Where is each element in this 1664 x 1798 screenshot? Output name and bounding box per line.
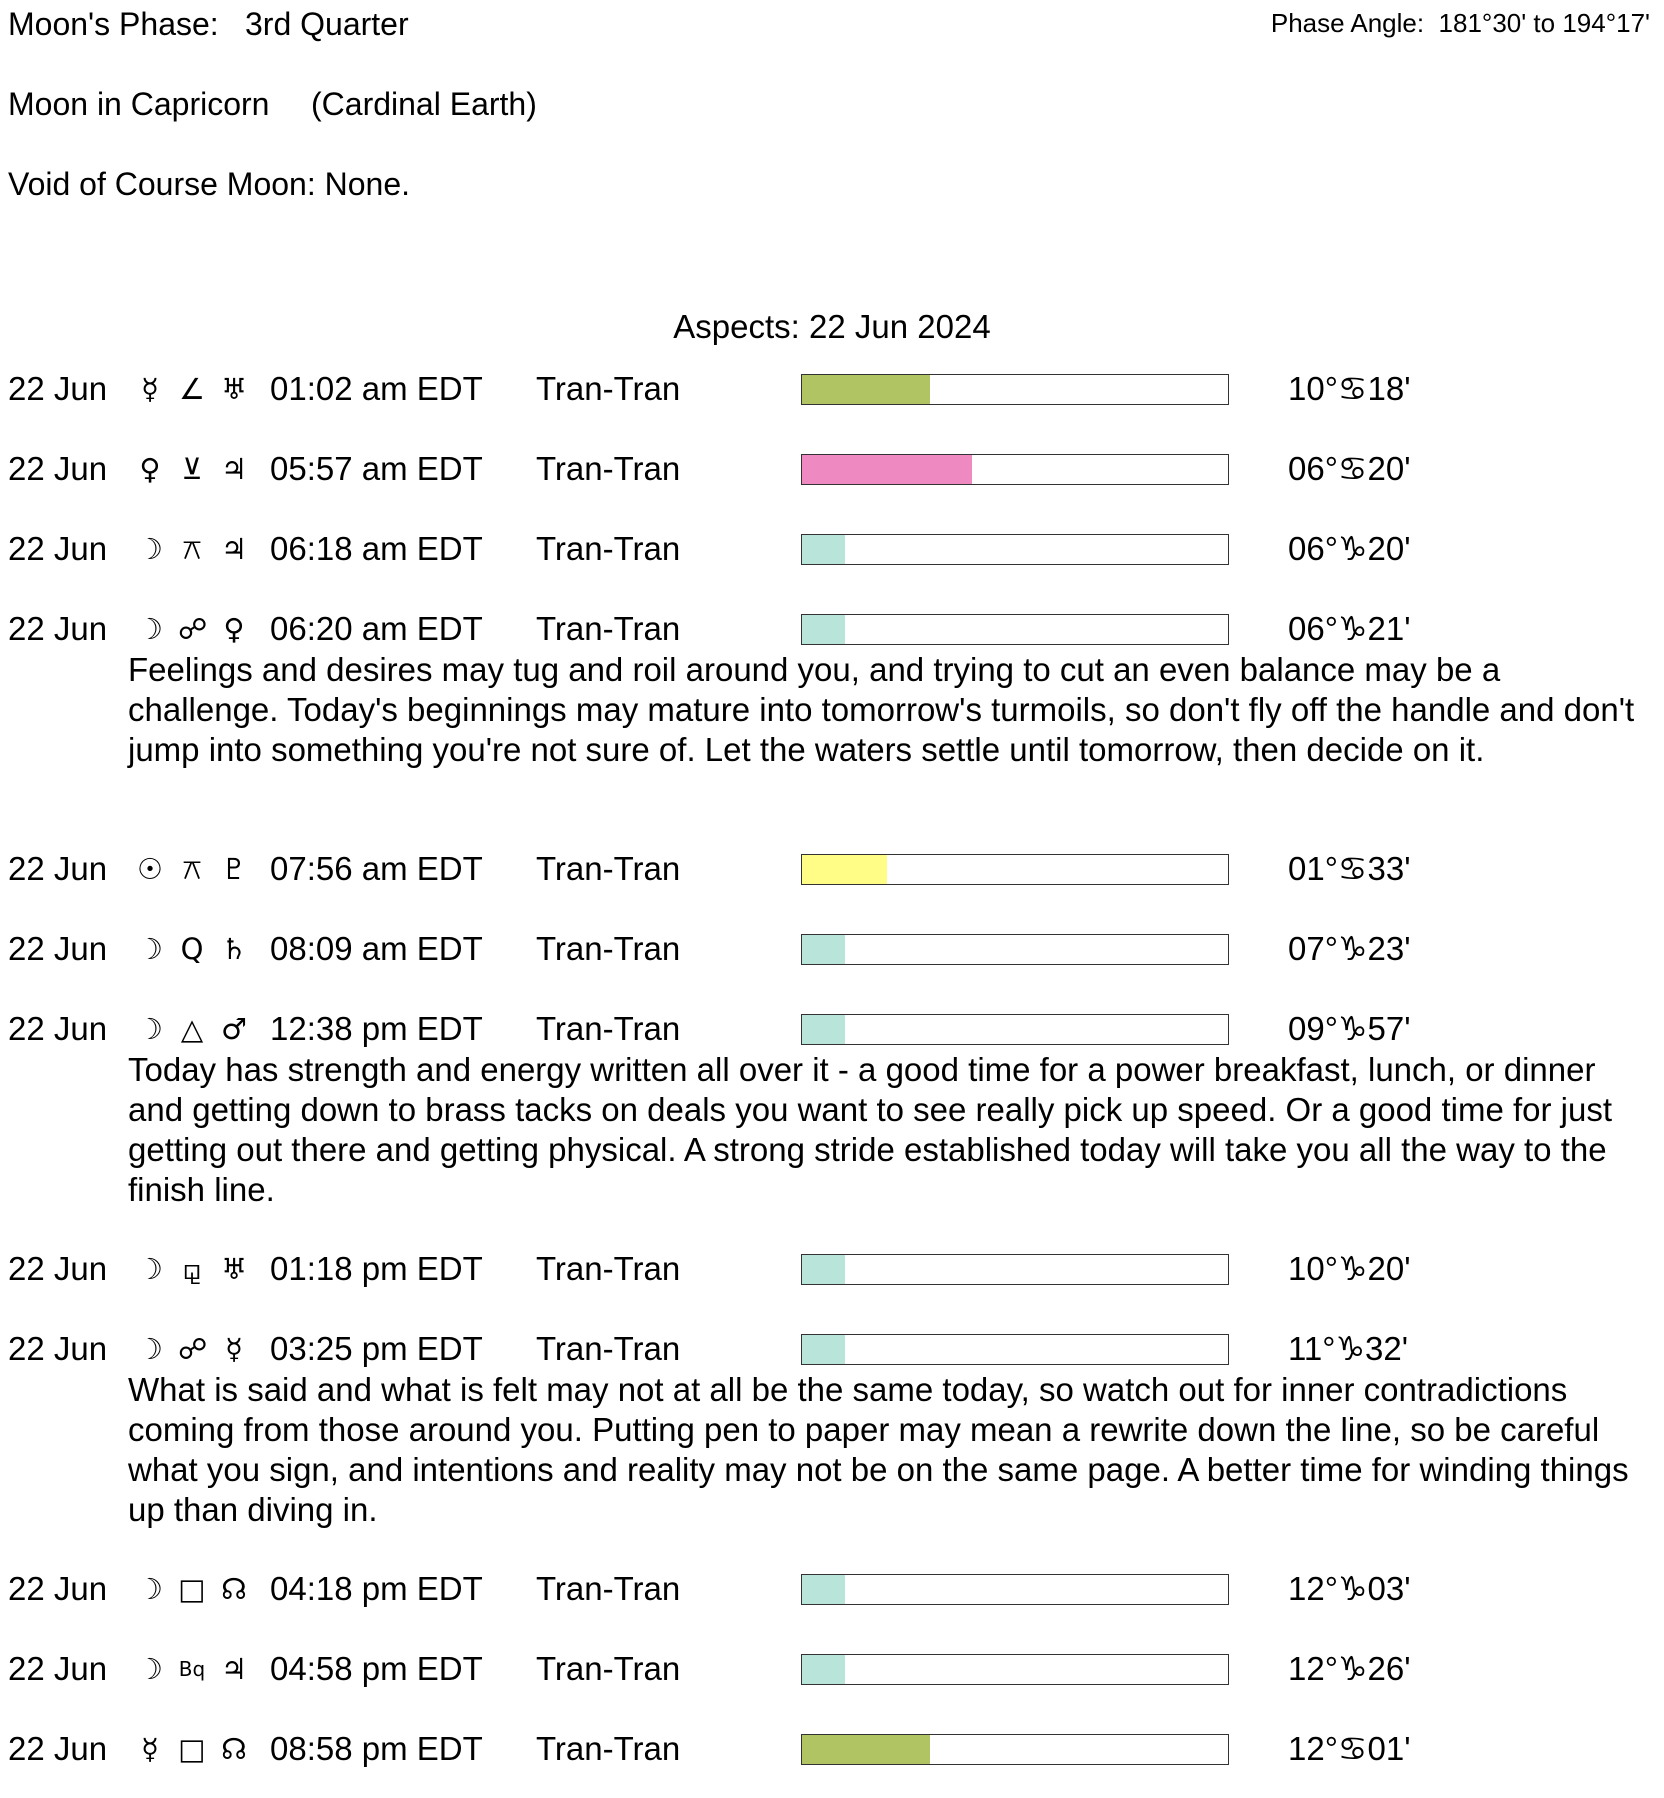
mercury-icon: ☿ xyxy=(141,372,159,406)
aspect-type: Tran-Tran xyxy=(536,1570,681,1607)
opposition-icon: ☍ xyxy=(178,1332,208,1366)
quincunx-icon: ⚻ xyxy=(182,532,202,566)
aspect-time: 12:38 pm EDT xyxy=(270,1010,483,1047)
strength-bar-fill xyxy=(802,855,887,884)
strength-bar-fill xyxy=(802,375,930,404)
aspect-time: 06:18 am EDT xyxy=(270,530,483,567)
aspect-position: 12°♑03' xyxy=(1288,1570,1411,1607)
strength-bar xyxy=(801,374,1229,405)
aspect-position: 10°♋18' xyxy=(1288,370,1411,407)
strength-bar xyxy=(801,1574,1229,1605)
aspect-position: 06°♑20' xyxy=(1288,530,1411,567)
aspect-type: Tran-Tran xyxy=(536,610,681,647)
aspect-date: 22 Jun xyxy=(8,850,108,887)
moon-icon: ☽ xyxy=(137,1252,163,1286)
aspect-time: 01:02 am EDT xyxy=(270,370,483,407)
strength-bar-fill xyxy=(802,615,845,644)
aspects-title: Aspects: 22 Jun 2024 xyxy=(673,308,991,345)
aspect-time: 04:18 pm EDT xyxy=(270,1570,483,1607)
aspect-row[interactable] xyxy=(8,526,1648,572)
aspect-type: Tran-Tran xyxy=(536,1330,681,1367)
aspect-row[interactable] xyxy=(8,1726,1648,1772)
north-node-icon: ☊ xyxy=(221,1732,247,1766)
aspect-row[interactable] xyxy=(8,606,1648,652)
venus-icon: ♀ xyxy=(139,452,161,486)
mercury-icon: ☿ xyxy=(141,1732,159,1766)
mercury-icon: ☿ xyxy=(225,1332,243,1366)
aspect-time: 07:56 am EDT xyxy=(270,850,483,887)
aspect-interpretation: What is said and what is felt may not at all be the same today, so watch out for inner contradictions coming from those around you. Putting pen to paper may mean a rewrite down the line, so be careful what you sign, and intentions and reality may not be on the same page. A better time for winding things up than diving in. xyxy=(128,1371,1629,1528)
aspect-type: Tran-Tran xyxy=(536,370,681,407)
aspect-row[interactable] xyxy=(8,1246,1648,1292)
strength-bar xyxy=(801,454,1229,485)
aspect-type: Tran-Tran xyxy=(536,1650,681,1687)
strength-bar-fill xyxy=(802,1335,845,1364)
aspect-row[interactable] xyxy=(8,1006,1648,1052)
aspect-position: 07°♑23' xyxy=(1288,930,1411,967)
aspect-type: Tran-Tran xyxy=(536,1250,681,1287)
uranus-icon: ♅ xyxy=(221,1252,247,1286)
strength-bar xyxy=(801,534,1229,565)
phase-angle-value: 181°30' to 194°17' xyxy=(1438,8,1650,38)
moon-phase-label: Moon's Phase: xyxy=(8,6,219,42)
aspect-date: 22 Jun xyxy=(8,1570,108,1607)
strength-bar-fill xyxy=(802,1575,845,1604)
north-node-icon: ☊ xyxy=(221,1572,247,1606)
void-of-course: Void of Course Moon: None. xyxy=(8,166,411,202)
aspect-type: Tran-Tran xyxy=(536,930,681,967)
aspect-time: 06:20 am EDT xyxy=(270,610,483,647)
strength-bar-fill xyxy=(802,1655,845,1684)
quintile-icon: Q xyxy=(180,932,204,966)
venus-icon: ♀ xyxy=(223,612,245,646)
aspect-position: 11°♑32' xyxy=(1288,1330,1409,1367)
aspect-date: 22 Jun xyxy=(8,530,108,567)
strength-bar-fill xyxy=(802,1735,930,1764)
strength-bar xyxy=(801,1254,1229,1285)
aspect-position: 10°♑20' xyxy=(1288,1250,1411,1287)
aspect-interpretation: Feelings and desires may tug and roil around you, and trying to cut an even balance may be a challenge. Today's beginnings may mature into tomorrow's turmoils, so don't fly off the handle and don't jump into something you're not sure of. Let the waters settle until tomorrow, then decide on it. xyxy=(128,651,1635,768)
strength-bar-fill xyxy=(802,1015,845,1044)
aspect-row[interactable] xyxy=(8,446,1648,492)
aspect-time: 08:09 am EDT xyxy=(270,930,483,967)
aspect-date: 22 Jun xyxy=(8,1650,108,1687)
phase-angle-label: Phase Angle: xyxy=(1270,8,1425,38)
mars-icon: ♂ xyxy=(221,1012,247,1046)
aspect-row[interactable] xyxy=(8,1566,1648,1612)
aspect-date: 22 Jun xyxy=(8,930,108,967)
aspect-time: 01:18 pm EDT xyxy=(270,1250,483,1287)
sesquisquare-icon: ⚼ xyxy=(181,1252,203,1286)
strength-bar xyxy=(801,854,1229,885)
strength-bar-fill xyxy=(802,535,845,564)
aspect-position: 09°♑57' xyxy=(1288,1010,1411,1047)
sun-icon: ☉ xyxy=(137,852,163,886)
square-icon: □ xyxy=(178,1572,206,1606)
aspect-position: 12°♑26' xyxy=(1288,1650,1411,1687)
moon-icon: ☽ xyxy=(137,1332,163,1366)
aspect-date: 22 Jun xyxy=(8,610,108,647)
strength-bar xyxy=(801,1654,1229,1685)
strength-bar xyxy=(801,934,1229,965)
aspect-date: 22 Jun xyxy=(8,370,108,407)
moon-icon: ☽ xyxy=(137,532,163,566)
moon-icon: ☽ xyxy=(137,1572,163,1606)
moon-icon: ☽ xyxy=(137,1012,163,1046)
pluto-icon: ♇ xyxy=(221,852,247,886)
aspect-position: 12°♋01' xyxy=(1288,1730,1411,1767)
uranus-icon: ♅ xyxy=(221,372,247,406)
aspect-date: 22 Jun xyxy=(8,1330,108,1367)
strength-bar-fill xyxy=(802,935,845,964)
strength-bar-fill xyxy=(802,455,972,484)
aspect-position: 06°♋20' xyxy=(1288,450,1411,487)
semisquare-icon: ∠ xyxy=(179,372,205,406)
aspect-position: 06°♑21' xyxy=(1288,610,1411,647)
aspect-time: 05:57 am EDT xyxy=(270,450,483,487)
aspect-row[interactable] xyxy=(8,926,1648,972)
aspect-position: 01°♋33' xyxy=(1288,850,1411,887)
aspect-row[interactable] xyxy=(8,1326,1648,1372)
strength-bar xyxy=(801,1014,1229,1045)
saturn-icon: ♄ xyxy=(221,932,247,966)
aspect-date: 22 Jun xyxy=(8,1730,108,1767)
biquintile-icon: Bq xyxy=(178,1657,206,1681)
jupiter-icon: ♃ xyxy=(221,452,247,486)
moon-icon: ☽ xyxy=(137,932,163,966)
jupiter-icon: ♃ xyxy=(221,532,247,566)
aspect-type: Tran-Tran xyxy=(536,1730,681,1767)
jupiter-icon: ♃ xyxy=(221,1652,247,1686)
moon-phase-value: 3rd Quarter xyxy=(245,6,409,42)
aspect-type: Tran-Tran xyxy=(536,530,681,567)
opposition-icon: ☍ xyxy=(178,612,208,646)
moon-sign: Moon in Capricorn xyxy=(8,86,270,122)
strength-bar xyxy=(801,1334,1229,1365)
trine-icon: △ xyxy=(180,1012,204,1046)
aspect-time: 08:58 pm EDT xyxy=(270,1730,483,1767)
aspect-row[interactable] xyxy=(8,1646,1648,1692)
aspect-time: 04:58 pm EDT xyxy=(270,1650,483,1687)
aspect-type: Tran-Tran xyxy=(536,1010,681,1047)
moon-element: (Cardinal Earth) xyxy=(311,86,537,122)
semisextile-icon: ⊻ xyxy=(181,452,203,486)
moon-icon: ☽ xyxy=(137,612,163,646)
aspect-date: 22 Jun xyxy=(8,1010,108,1047)
square-icon: □ xyxy=(178,1732,206,1766)
quincunx-icon: ⚻ xyxy=(182,852,202,886)
strength-bar xyxy=(801,1734,1229,1765)
aspect-type: Tran-Tran xyxy=(536,850,681,887)
aspect-time: 03:25 pm EDT xyxy=(270,1330,483,1367)
aspect-row[interactable] xyxy=(8,846,1648,892)
aspect-type: Tran-Tran xyxy=(536,450,681,487)
aspect-row[interactable] xyxy=(8,366,1648,412)
moon-icon: ☽ xyxy=(137,1652,163,1686)
aspect-date: 22 Jun xyxy=(8,1250,108,1287)
strength-bar-fill xyxy=(802,1255,845,1284)
strength-bar xyxy=(801,614,1229,645)
aspect-interpretation: Today has strength and energy written all over it - a good time for a power breakfast, lunch, or dinner and getting down to brass tacks on deals you want to see really pick up speed. Or a good time for just getting out there and getting physical. A strong stride established today will take you all the way to the finish line. xyxy=(128,1051,1613,1208)
phase-angle xyxy=(1271,8,1650,39)
aspect-date: 22 Jun xyxy=(8,450,108,487)
